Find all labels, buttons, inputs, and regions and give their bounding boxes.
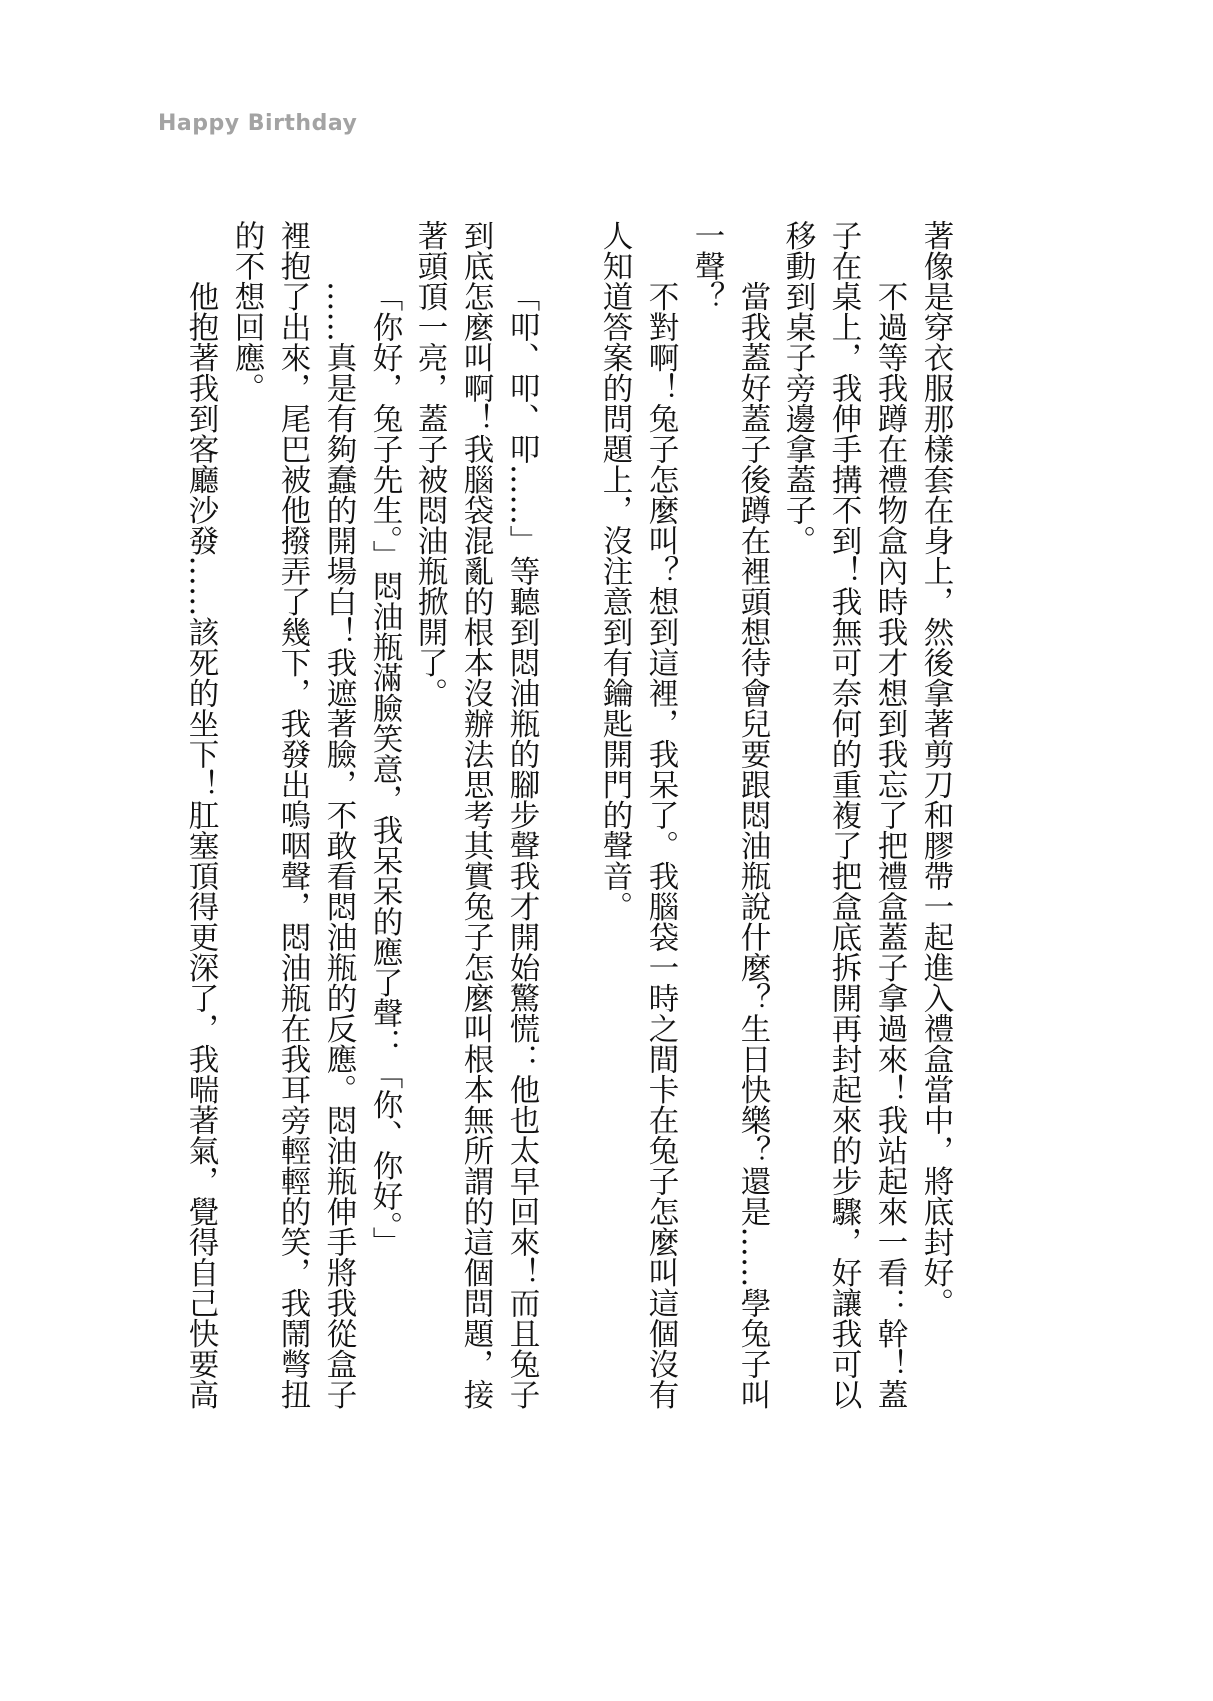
text-column: ……真是有夠蠢的開場白！我遮著臉，不敢看悶油瓶的反應。悶油瓶伸手將我從盒子 bbox=[321, 281, 356, 1410]
text-column: 不過等我蹲在禮物盒內時我才想到我忘了把禮盒蓋子拿過來！我站起來一看：幹！蓋 bbox=[872, 281, 907, 1410]
text-column: 人知道答案的問題上，沒注意到有鑰匙開門的聲音。 bbox=[597, 220, 632, 922]
text-column: 到底怎麼叫啊！我腦袋混亂的根本沒辦法思考其實兔子怎麼叫根本無所謂的這個問題，接 bbox=[458, 220, 493, 1410]
text-column: 著像是穿衣服那樣套在身上，然後拿著剪刀和膠帶一起進入禮盒當中，將底封好。 bbox=[918, 220, 953, 1318]
text-column: 「你好，兔子先生。」悶油瓶滿臉笑意，我呆呆的應了聲：「你、你好。」 bbox=[367, 281, 402, 1257]
text-column: 當我蓋好蓋子後蹲在裡頭想待會兒要跟悶油瓶說什麼？生日快樂？還是……學兔子叫 bbox=[735, 281, 770, 1410]
text-column: 裡抱了出來，尾巴被他撥弄了幾下，我發出嗚咽聲，悶油瓶在我耳旁輕輕的笑，我鬧彆扭 bbox=[275, 220, 310, 1410]
text-column: 移動到桌子旁邊拿蓋子。 bbox=[780, 220, 815, 556]
text-column: 的不想回應。 bbox=[229, 220, 264, 403]
text-column: 他抱著我到客廳沙發……該死的坐下！肛塞頂得更深了，我喘著氣，覺得自己快要高 bbox=[183, 281, 218, 1410]
text-column: 著頭頂一亮，蓋子被悶油瓶掀開了。 bbox=[412, 220, 447, 708]
text-column: 一聲？ bbox=[689, 220, 724, 312]
text-column: 不對啊！兔子怎麼叫？想到這裡，我呆了。我腦袋一時之間卡在兔子怎麼叫這個沒有 bbox=[643, 281, 678, 1410]
text-column: 子在桌上，我伸手搆不到！我無可奈何的重複了把盒底拆開再封起來的步驟，好讓我可以 bbox=[826, 220, 861, 1410]
running-header: Happy Birthday bbox=[158, 111, 358, 136]
text-column: 「叩、叩、叩……」等聽到悶油瓶的腳步聲我才開始驚慌：他也太早回來！而且兔子 bbox=[504, 281, 539, 1410]
